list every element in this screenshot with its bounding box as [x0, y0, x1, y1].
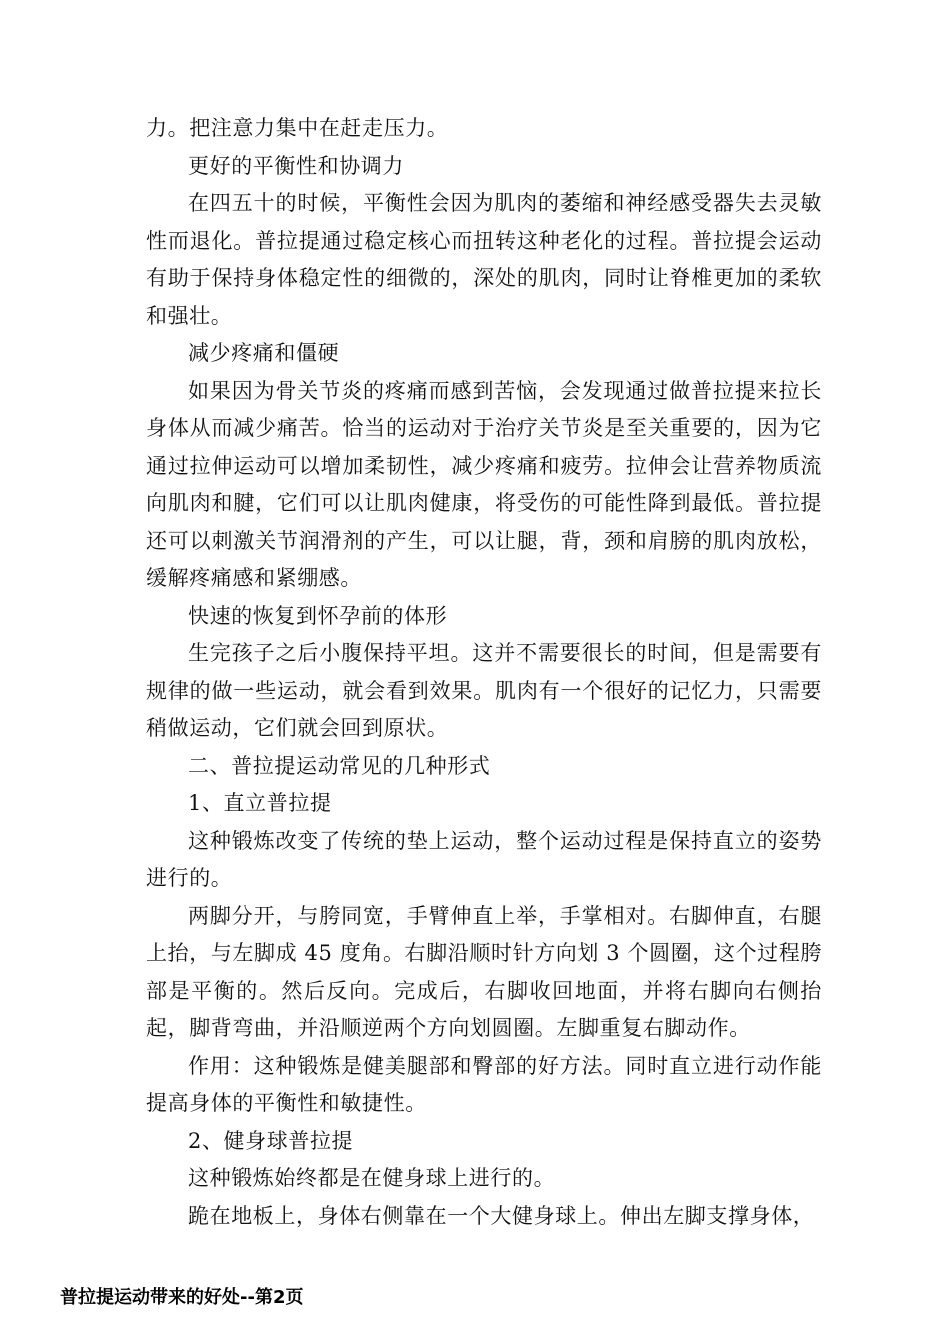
paragraph: 1、直立普拉提	[188, 791, 332, 815]
page-footer: 普拉提运动带来的好处--第2页	[60, 1287, 304, 1308]
paragraph: 这种锻炼改变了传统的垫上运动，整个运动过程是保持直立的姿势进行的。	[146, 828, 822, 890]
paragraph: 生完孩子之后小腹保持平坦。这并不需要很长的时间，但是需要有规律的做一些运动，就会看到效果。肌肉有一个很好的记忆力，只需要稍做运动，它们就会回到原状。	[146, 641, 822, 740]
paragraph: 作用：这种锻炼是健美腿部和臀部的好方法。同时直立进行动作能提高身体的平衡性和敏捷性。	[146, 1053, 822, 1115]
paragraph: 减少疼痛和僵硬	[188, 341, 340, 365]
paragraph: 二、普拉提运动常见的几种形式	[188, 753, 491, 778]
paragraph: 在四五十的时候，平衡性会因为肌肉的萎缩和神经感受器失去灵敏性而退化。普拉提通过稳定核心而扭转这种老化的过程。普拉提会运动有助于保持身体稳定性的细微的，深处的肌肉，同时让脊椎更加的柔软和强壮。	[146, 191, 822, 328]
paragraph: 跪在地板上，身体右侧靠在一个大健身球上。伸出左脚支撑身体，	[188, 1203, 815, 1228]
paragraph: 更好的平衡性和协调力	[188, 153, 404, 178]
paragraph: 力。把注意力集中在赶走压力。	[146, 116, 449, 140]
paragraph: 快速的恢复到怀孕前的体形	[188, 603, 448, 628]
paragraph: 2、健身球普拉提	[188, 1128, 354, 1153]
paragraph: 如果因为骨关节炎的疼痛而感到苦恼，会发现通过做普拉提来拉长身体从而减少痛苦。恰当的运动对于治疗关节炎是至关重要的，因为它通过拉伸运动可以增加柔韧性，减少疼痛和疲劳。拉伸会让营养物质流向肌肉和腱，它们可以让肌肉健康，将受伤的可能性降到最低。普拉提还可以刺激关节润滑剂的产生，可以让腿，背，颈和肩膀的肌肉放松，缓解疼痛感和紧绷感。	[146, 378, 822, 590]
paragraph: 这种锻炼始终都是在健身球上进行的。	[188, 1166, 556, 1190]
paragraph: 两脚分开，与胯同宽，手臂伸直上举，手掌相对。右脚伸直，右腿上抬，与左脚成 45 度角。右脚沿顺时针方向划 3 个圆圈，这个过程胯部是平衡的。然后反向。完成后，右脚收回地面，并将右脚向右侧抬起，脚背弯曲，并沿顺逆两个方向划圆圈。左脚重复右脚动作。	[146, 903, 822, 1040]
document-body	[146, 110, 822, 1235]
